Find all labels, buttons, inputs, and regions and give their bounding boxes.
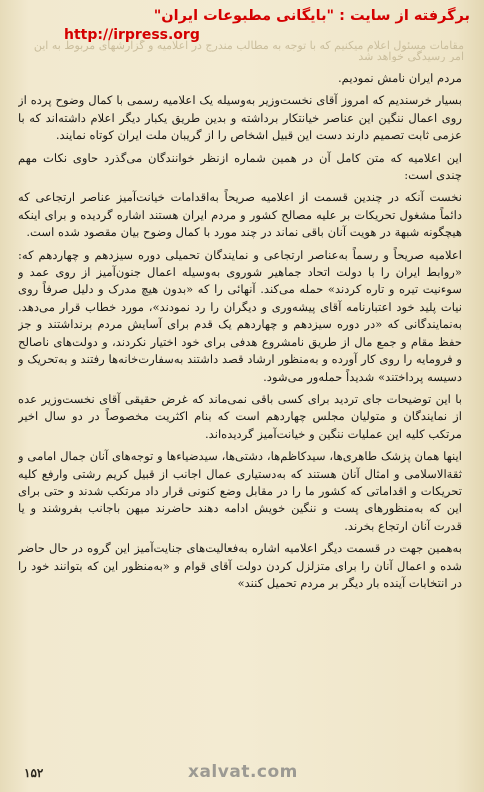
paragraph: نخست آنکه در چندین قسمت از اعلامیه صریحاً به‌اقدامات خیانت‌آمیز عناصر ارتجاعی که دائماً مشغول تحریکات بر علیه مصالح کشور و مردم ایران هستند اشاره گردیده و برای اینکه هیچگونه شبهة در هویت آنان باقی نماند در چند مورد با کمال وضوح بیان مقصود شده است.	[18, 190, 462, 240]
site-watermark: xalvat.com	[188, 762, 298, 782]
paragraph: مردم ایران نامش نمودیم.	[337, 71, 462, 85]
paragraph: با این توضیحات جای تردید برای کسی باقی نمی‌ماند که غرض حقیقی آقای نخست‌وزیر عده از نمایندگان و متولیان مجلس چهاردهم است که بنام اکثریت مخصوصاً در دو سال اخیر مرتکب کلیه این عملیات ننگین و خیانت‌آمیز گردیده‌اند.	[18, 391, 462, 441]
paragraph: به‌همین جهت در قسمت دیگر اعلامیه اشاره به‌فعالیت‌های جنایت‌آمیز این گروه در حال حاضر شده و اعمال آنان را برای متزلزل کردن دولت آقای قوام و «به‌منظور این که بتوانند خود را در انتخابات آینده بار دیگر بر مردم تحمیل کنند»	[18, 541, 462, 590]
source-header	[14, 6, 470, 44]
article-body	[18, 70, 462, 756]
source-caption: برگرفته از سایت : "بایگانی مطبوعات ایران"	[153, 8, 470, 24]
source-url[interactable]: http://irpress.org	[64, 27, 200, 43]
page-number: ۱۵۲	[24, 766, 44, 780]
page-footer	[0, 760, 484, 792]
paragraph: بسیار خرسندیم که امروز آقای نخست‌وزیر به‌وسیله یک اعلامیه رسمی با کمال وضوح پرده از روی اعمال ننگین این عناصر خیانتکار برداشته و بدین طریق یکبار دیگر اعلام داشته‌اند که با عزمی ثابت تصمیم دارند دست این قبیل اشخاص را از گریبان ملت ایران کوتاه نمایند.	[18, 93, 462, 143]
paragraph: اعلامیه صریحاً و رسماً به‌عناصر ارتجاعی و نمایندگان تحمیلی دوره سیزدهم و چهاردهم که: «روابط ایران را با دولت اتحاد جماهیر شوروی به‌وسیله اعمال جنون‌آمیز از روی عمد و سوءنیت تیره و تاره کردند» حمله می‌کند. آنهائی را که «بدون هیچ مدرک و دلیل صرفاً روی نیات پلید خود اعتبارنامه آقای پیشه‌وری و دیگران را رد نمودند»، مورد خطاب قرار می‌دهد. به‌نمایندگانی که «در دوره سیزدهم و چهاردهم یک قدم برای آسایش مردم برنداشتند و جز حفظ مقام و جمع مال از طریق نامشروع هدفی برای خود اختیار نکردند، و دولت‌های ناصالح و فرومایه را روی کار آورده و به‌منظور ارشاد قصد داشتند به‌سفارت‌خانه‌ها رفتند و به‌تحریک و دسیسه پرداختند» شدیداً حمله‌ور می‌شود.	[18, 247, 462, 384]
faded-top-text: مقامات مسئول اعلام میکنیم که با توجه به مطالب مندرج در اعلامیه و گزارشهای مربوط به این امر رسیدگی خواهد شد	[33, 40, 464, 62]
paragraph: این اعلامیه که متن کامل آن در همین شماره ازنظر خوانندگان می‌گذرد حاوی نکات مهم چندی است:	[18, 150, 462, 183]
paragraph: اینها همان پزشک طاهری‌ها، سیدکاظم‌ها، دشتی‌ها، سیدضیاءها و توجه‌های آنان جمال امامی و ثقةالاسلامی و امثال آنان هستند که به‌دستیاری عمال اجانب از قبیل کریم رشتی وارفع کلیه تحریکات و اقداماتی که کشور ما را در مقابل وضع کنونی قرار داد مرتکب شدند و حتی برای این که به‌منظورهای پست و ننگین خویش ادامه دهند حاضرند میهن باجانب بفروشند و یا قدرت آنان ارتجاع بخرند.	[18, 449, 462, 533]
